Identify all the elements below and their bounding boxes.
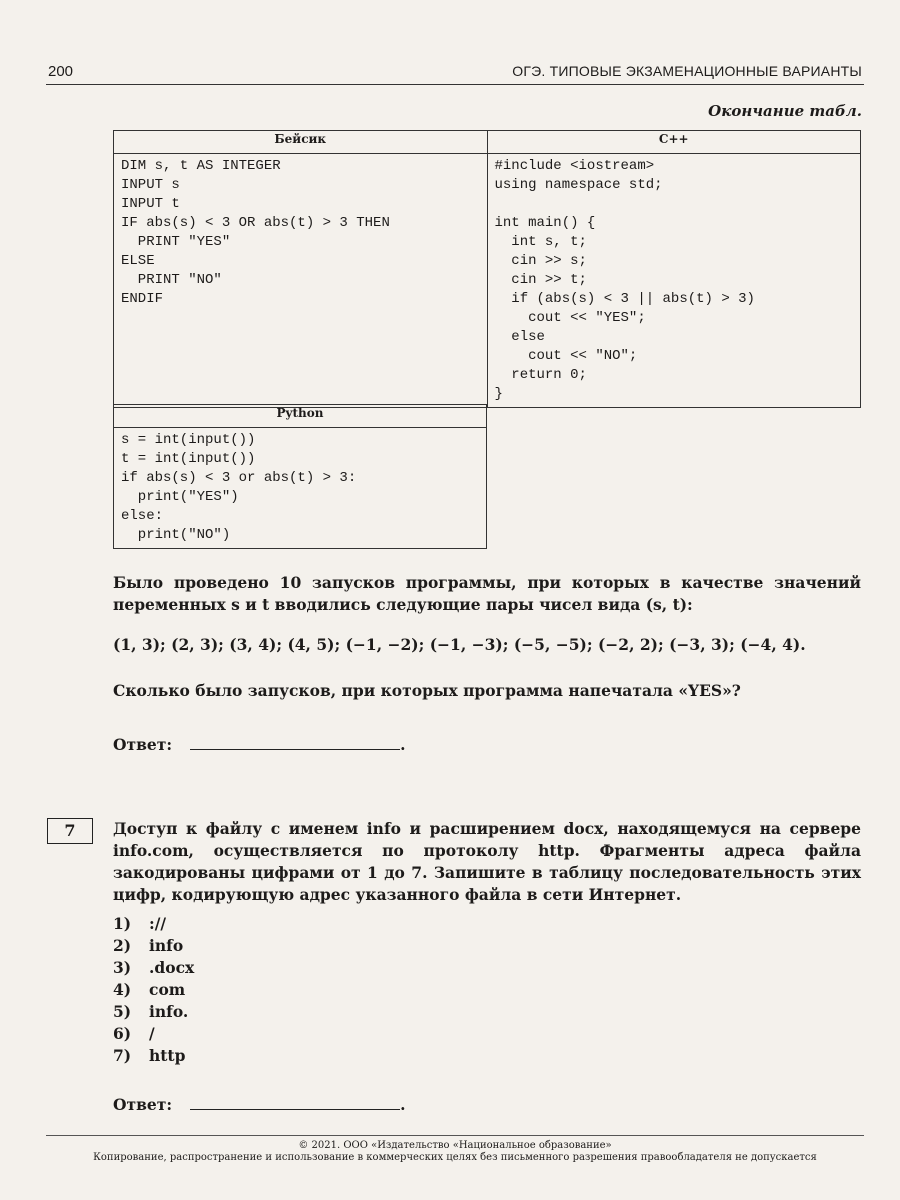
page-number: 200 <box>48 63 74 80</box>
footer-rule <box>46 1135 864 1136</box>
option: 7) http <box>113 1046 186 1065</box>
footer <box>46 1140 864 1164</box>
header-rule <box>46 84 864 85</box>
answer-7-label: Ответ: <box>113 1095 173 1114</box>
question-6-pairs: (1, 3); (2, 3); (3, 4); (4, 5); (−1, −2); (−1, −3); (−5, −5); (−2, 2); (−3, 3); (−4, 4). <box>113 635 806 654</box>
question-7-text: Доступ к файлу с именем info и расширением docx, находящемуся на сервере info.com, осуществляется по протоколу http. Фрагменты адреса файла закодированы цифрами от 1 до 7. Запишите в таблицу последовательность этих цифр, кодирующую адрес указанного файла в сети Интернет. <box>113 819 861 904</box>
footer-notice: Копирование, распространение и использование в коммерческих целях без письменного разрешения правообладателя не допускается <box>93 1152 817 1163</box>
running-title: ОГЭ. ТИПОВЫЕ ЭКЗАМЕНАЦИОННЫЕ ВАРИАНТЫ <box>512 63 862 79</box>
option: 5) info. <box>113 1002 189 1021</box>
option: 6) / <box>113 1024 155 1043</box>
option: 2) info <box>113 936 184 955</box>
answer-7-field[interactable] <box>190 1095 400 1110</box>
python-code: s = int(input()) t = int(input()) if abs(s) < 3 or abs(t) > 3: print("YES") else: print("NO") <box>121 432 357 543</box>
basic-code: DIM s, t AS INTEGER INPUT s INPUT t IF abs(s) < 3 OR abs(t) > 3 THEN PRINT "YES" ELSE PRINT "NO" ENDIF <box>121 158 390 307</box>
python-header: Python <box>114 405 487 428</box>
option: 1) :// <box>113 914 167 933</box>
table-continuation-label: Окончание табл. <box>708 102 862 120</box>
option: 3) .docx <box>113 958 195 977</box>
answer-6: Ответ: . <box>113 735 406 754</box>
question-6-text: Было проведено 10 запусков программы, при которых в качестве значений переменных s и t вводились следующие пары чисел вида (s, t): <box>113 573 861 614</box>
question-6-prompt: Сколько было запусков, при которых программа напечатала «YES»? <box>113 681 741 700</box>
answer-6-label: Ответ: <box>113 735 173 754</box>
footer-copyright: © 2021. ООО «Издательство «Национальное образование» <box>298 1140 612 1151</box>
option: 4) com <box>113 980 186 999</box>
cpp-code: #include <iostream> using namespace std; int main() { int s, t; cin >> s; cin >> t; if (abs(s) < 3 || abs(t) > 3) cout << "YES"; else cout << "NO"; return 0; } <box>494 158 755 402</box>
answer-7: Ответ: . <box>113 1095 406 1114</box>
question-7-options <box>113 913 194 1067</box>
basic-header: Бейсик <box>114 131 488 154</box>
code-table-basic-cpp <box>113 130 861 408</box>
code-table-python <box>113 404 487 549</box>
answer-6-field[interactable] <box>190 735 400 750</box>
question-7-number: 7 <box>47 818 93 844</box>
cpp-header: C++ <box>487 131 861 154</box>
